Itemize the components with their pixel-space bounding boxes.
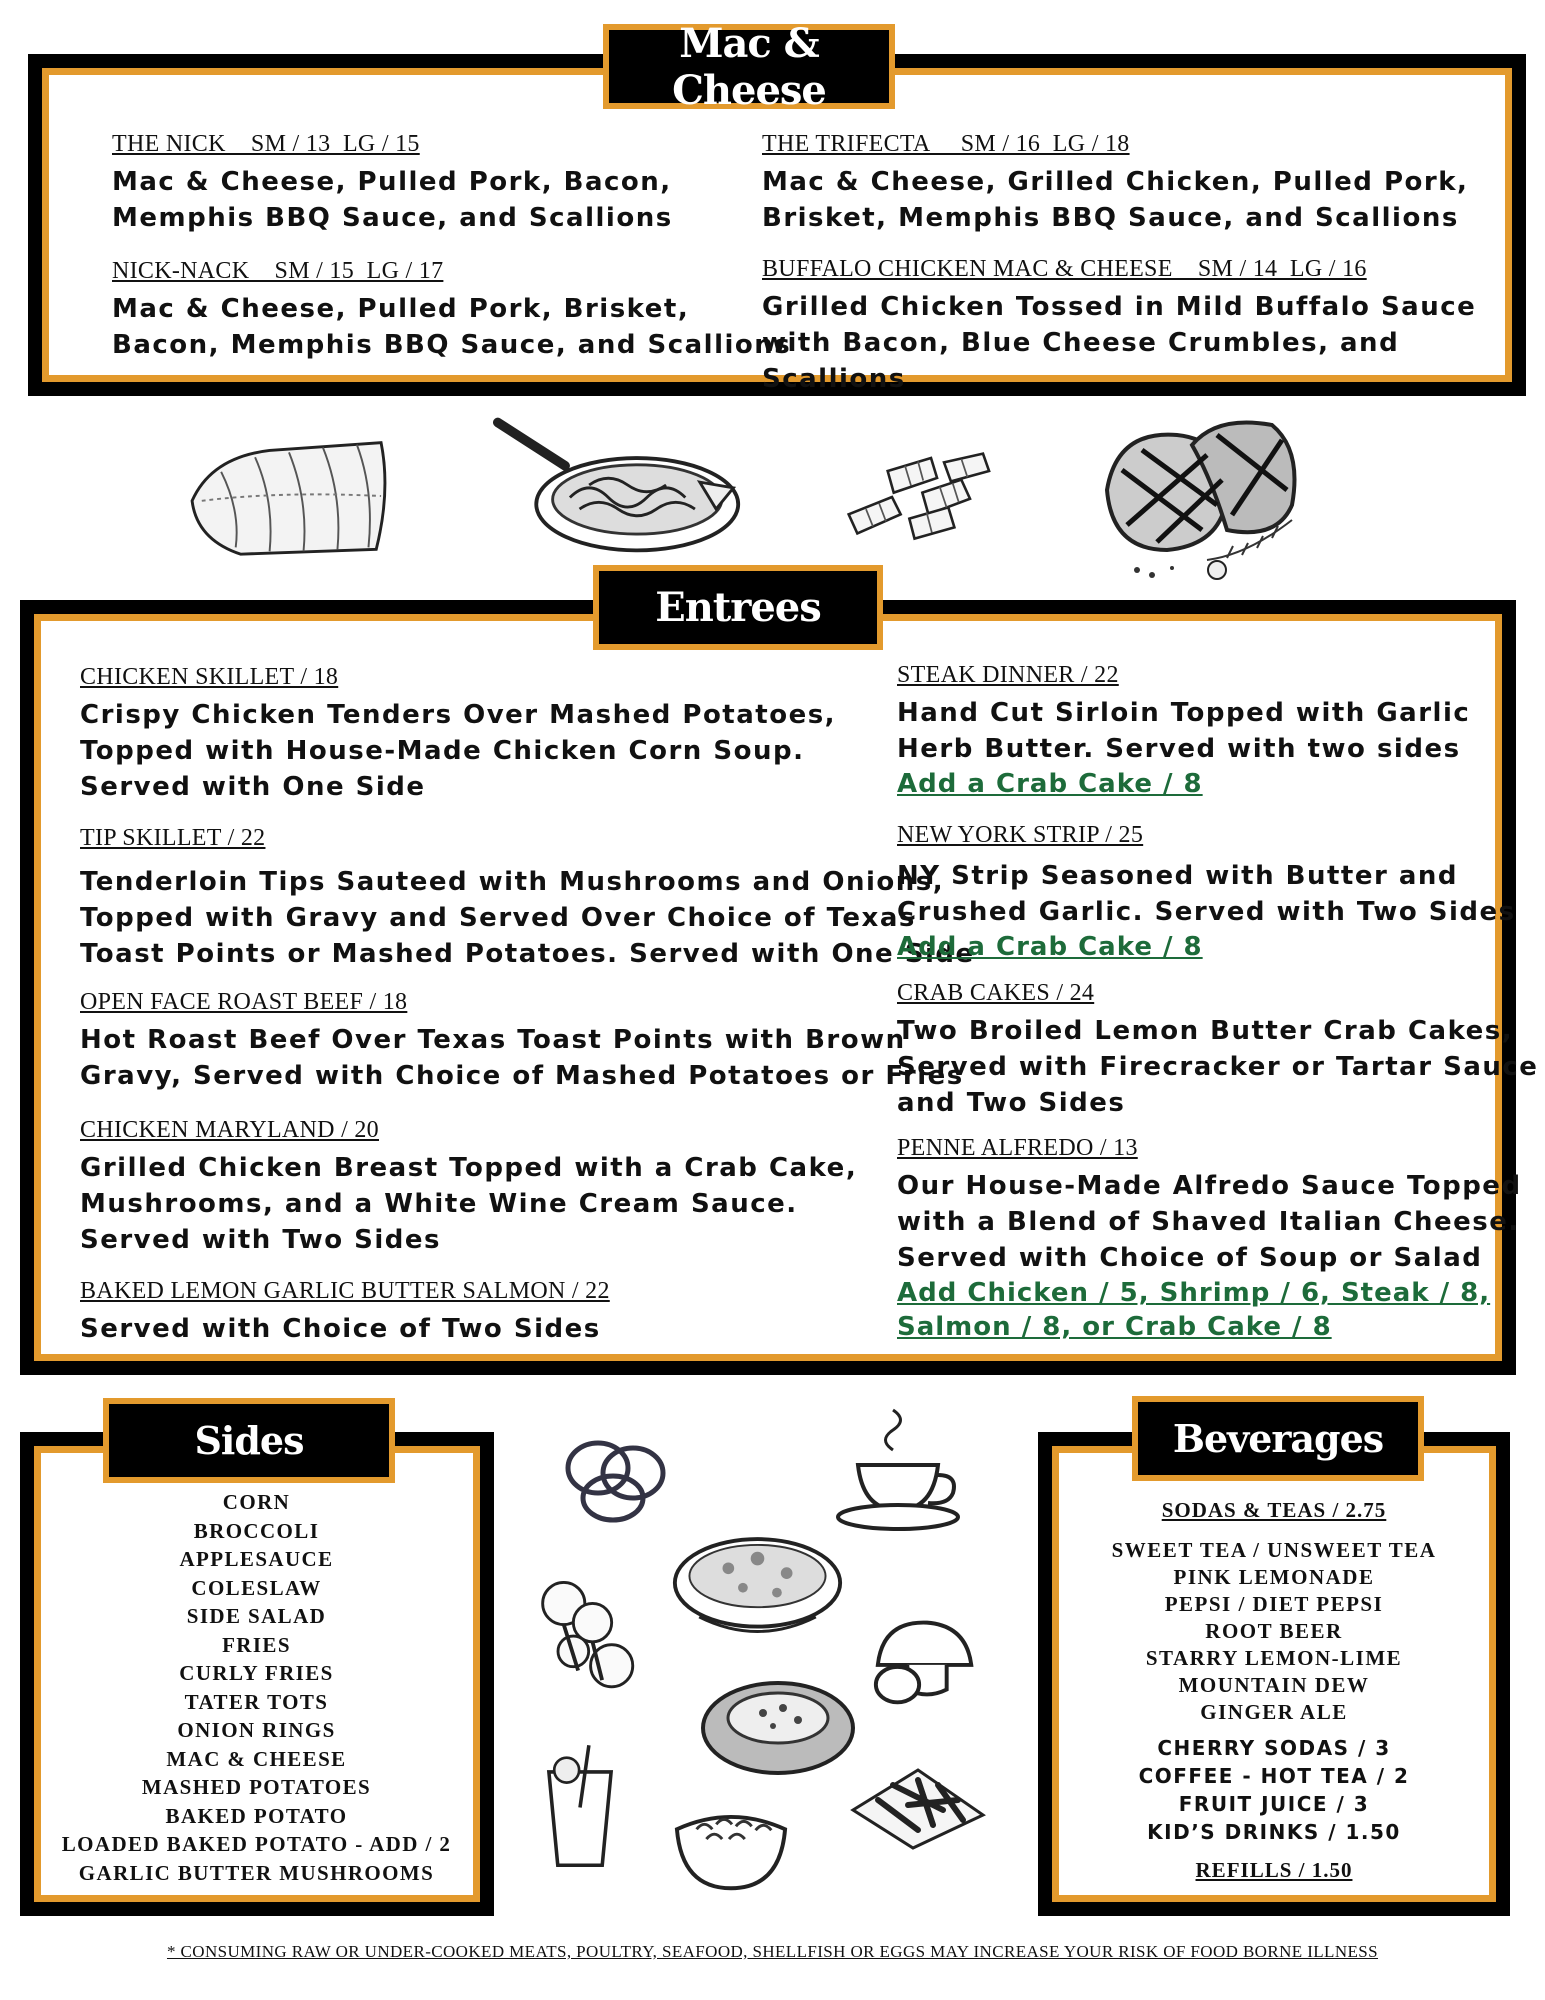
add-on-link[interactable]: Add a Crab Cake / 8	[897, 932, 1203, 962]
onion-rings-icon	[558, 1428, 678, 1528]
penne-icon	[832, 445, 1004, 549]
item-description: Grilled Chicken Breast Topped with a Crab Cake, Mushrooms, and a White Wine Cream Sauce. Served with Two Sides	[80, 1153, 858, 1255]
menu-item-open-face-roast-beef	[80, 989, 964, 1094]
baked-potato-icon	[698, 1668, 858, 1778]
iced-drink-icon	[540, 1740, 620, 1875]
item-description: NY Strip Seasoned with Butter and Crushed Garlic. Served with Two Sides	[897, 861, 1516, 927]
menu-item-chicken-maryland	[80, 1117, 857, 1258]
side-item: BAKED POTATO	[165, 1803, 348, 1828]
beverage-item: ROOT BEER	[1205, 1619, 1343, 1643]
item-title: OPEN FACE ROAST BEEF / 18	[80, 989, 408, 1015]
item-title: THE TRIFECTA SM / 16 LG / 18	[762, 131, 1130, 157]
refills-label: REFILLS / 1.50	[1195, 1858, 1353, 1882]
side-item: TATER TOTS	[184, 1689, 329, 1714]
item-title: NICK-NACK SM / 15 LG / 17	[112, 258, 444, 284]
item-title: PENNE ALFREDO / 13	[897, 1135, 1138, 1161]
beverage-priced-item: CHERRY SODAS / 3	[1157, 1736, 1391, 1760]
side-item: MASHED POTATOES	[141, 1775, 372, 1799]
item-description: Grilled Chicken Tossed in Mild Buffalo Sauce with Bacon, Blue Cheese Crumbles, and Scallions	[762, 292, 1477, 394]
menu-item-steak-dinner	[897, 662, 1470, 801]
coffee-cup-icon	[833, 1405, 963, 1535]
menu-item-nick-nack	[112, 258, 791, 363]
sides-list	[34, 1488, 479, 1887]
entrees-title: Entrees	[593, 565, 883, 650]
menu-item-new-york-strip	[897, 822, 1516, 964]
broccoli-icon	[535, 1572, 650, 1702]
beverage-item: PINK LEMONADE	[1173, 1565, 1375, 1589]
item-title: STEAK DINNER / 22	[897, 662, 1119, 688]
side-item: BROCCOLI	[193, 1518, 320, 1543]
menu-item-tip-skillet	[80, 825, 975, 972]
item-title: BUFFALO CHICKEN MAC & CHEESE SM / 14 LG / 16	[762, 256, 1367, 282]
item-description: Our House-Made Alfredo Sauce Topped with a Blend of Shaved Italian Cheese. Served with Choice of Soup or Salad	[897, 1171, 1522, 1273]
side-item: LOADED BAKED POTATO - ADD / 2	[61, 1832, 452, 1856]
salmon-icon	[160, 433, 418, 559]
item-description: Crispy Chicken Tenders Over Mashed Potatoes, Topped with House-Made Chicken Corn Soup. Served with One Side	[80, 700, 837, 802]
mac-bowl-icon	[672, 1794, 790, 1894]
beverage-priced-item: COFFEE - HOT TEA / 2	[1138, 1764, 1410, 1788]
item-description: Served with Choice of Two Sides	[80, 1314, 601, 1344]
item-title: BAKED LEMON GARLIC BUTTER SALMON / 22	[80, 1278, 610, 1304]
beverages-header: SODAS & TEAS / 2.75	[1161, 1498, 1387, 1522]
food-safety-disclaimer: * CONSUMING RAW OR UNDER-COOKED MEATS, POULTRY, SEAFOOD, SHELLFISH OR EGGS MAY INCREASE YOUR RISK OF FOOD BORNE ILLNESS	[166, 1942, 1379, 1961]
item-description: Two Broiled Lemon Butter Crab Cakes, Served with Firecracker or Tartar Sauce and Two Sides	[897, 1016, 1539, 1118]
item-title: TIP SKILLET / 22	[80, 825, 266, 851]
salad-icon	[670, 1518, 845, 1638]
beverage-item: SWEET TEA / UNSWEET TEA	[1111, 1538, 1437, 1562]
beverage-priced-item: FRUIT JUICE / 3	[1178, 1792, 1370, 1816]
side-item: CURLY FRIES	[179, 1661, 334, 1685]
menu-item-crab-cakes	[897, 980, 1538, 1121]
item-description: Hot Roast Beef Over Texas Toast Points with Brown Gravy, Served with Choice of Mashed Potatoes or Fries	[80, 1025, 964, 1091]
item-title: THE NICK SM / 13 LG / 15	[112, 131, 420, 157]
side-item: CORN	[222, 1490, 291, 1514]
beverages-title: Beverages	[1132, 1396, 1424, 1481]
steak-icon	[1097, 410, 1307, 590]
item-title: CHICKEN MARYLAND / 20	[80, 1117, 379, 1143]
side-item: APPLESAUCE	[179, 1547, 334, 1571]
item-description: Mac & Cheese, Pulled Pork, Brisket, Bacon, Memphis BBQ Sauce, and Scallions	[112, 294, 792, 360]
beverage-item: MOUNTAIN DEW	[1178, 1673, 1370, 1697]
sides-title: Sides	[103, 1398, 395, 1483]
menu-item-baked-salmon	[80, 1278, 610, 1347]
item-description: Mac & Cheese, Pulled Pork, Bacon, Memphis BBQ Sauce, and Scallions	[112, 167, 673, 233]
menu-item-the-trifecta	[762, 131, 1468, 236]
menu-item-buffalo-chicken-mac	[762, 256, 1545, 397]
side-item: FRIES	[222, 1632, 291, 1657]
add-on-link[interactable]: Add Chicken / 5, Shrimp / 6, Steak / 8, Salmon / 8, or Crab Cake / 8	[897, 1278, 1491, 1342]
item-description: Hand Cut Sirloin Topped with Garlic Herb Butter. Served with two sides	[897, 698, 1471, 764]
menu-item-penne-alfredo	[897, 1135, 1522, 1344]
side-item: GARLIC BUTTER MUSHROOMS	[78, 1860, 435, 1885]
item-description: Tenderloin Tips Sauteed with Mushrooms and Onions, Topped with Gravy and Served Over Choice of Texas Toast Points or Mashed Potatoes. Served with One Side	[80, 867, 975, 969]
item-title: NEW YORK STRIP / 25	[897, 822, 1144, 848]
beverage-priced-item: KID’S DRINKS / 1.50	[1147, 1820, 1401, 1844]
skillet-icon	[493, 412, 743, 558]
mushrooms-icon	[868, 1610, 986, 1710]
item-title: CRAB CAKES / 24	[897, 980, 1095, 1006]
beverage-item: STARRY LEMON-LIME	[1145, 1646, 1403, 1670]
side-item: COLESLAW	[191, 1575, 322, 1600]
side-item: SIDE SALAD	[186, 1604, 327, 1628]
add-on-link[interactable]: Add a Crab Cake / 8	[897, 769, 1203, 799]
beverage-item: PEPSI / DIET PEPSI	[1164, 1592, 1384, 1616]
beverage-item: GINGER ALE	[1200, 1700, 1348, 1724]
side-item: MAC & CHEESE	[166, 1746, 347, 1771]
menu-item-the-nick	[112, 131, 673, 236]
side-item: ONION RINGS	[177, 1718, 336, 1742]
fries-icon	[848, 1740, 988, 1850]
beverages-list	[1052, 1498, 1496, 1883]
item-description: Mac & Cheese, Grilled Chicken, Pulled Pork, Brisket, Memphis BBQ Sauce, and Scallions	[762, 167, 1469, 233]
menu-item-chicken-skillet	[80, 664, 836, 805]
item-title: CHICKEN SKILLET / 18	[80, 664, 339, 690]
mac-cheese-title: Mac & Cheese	[603, 24, 895, 109]
